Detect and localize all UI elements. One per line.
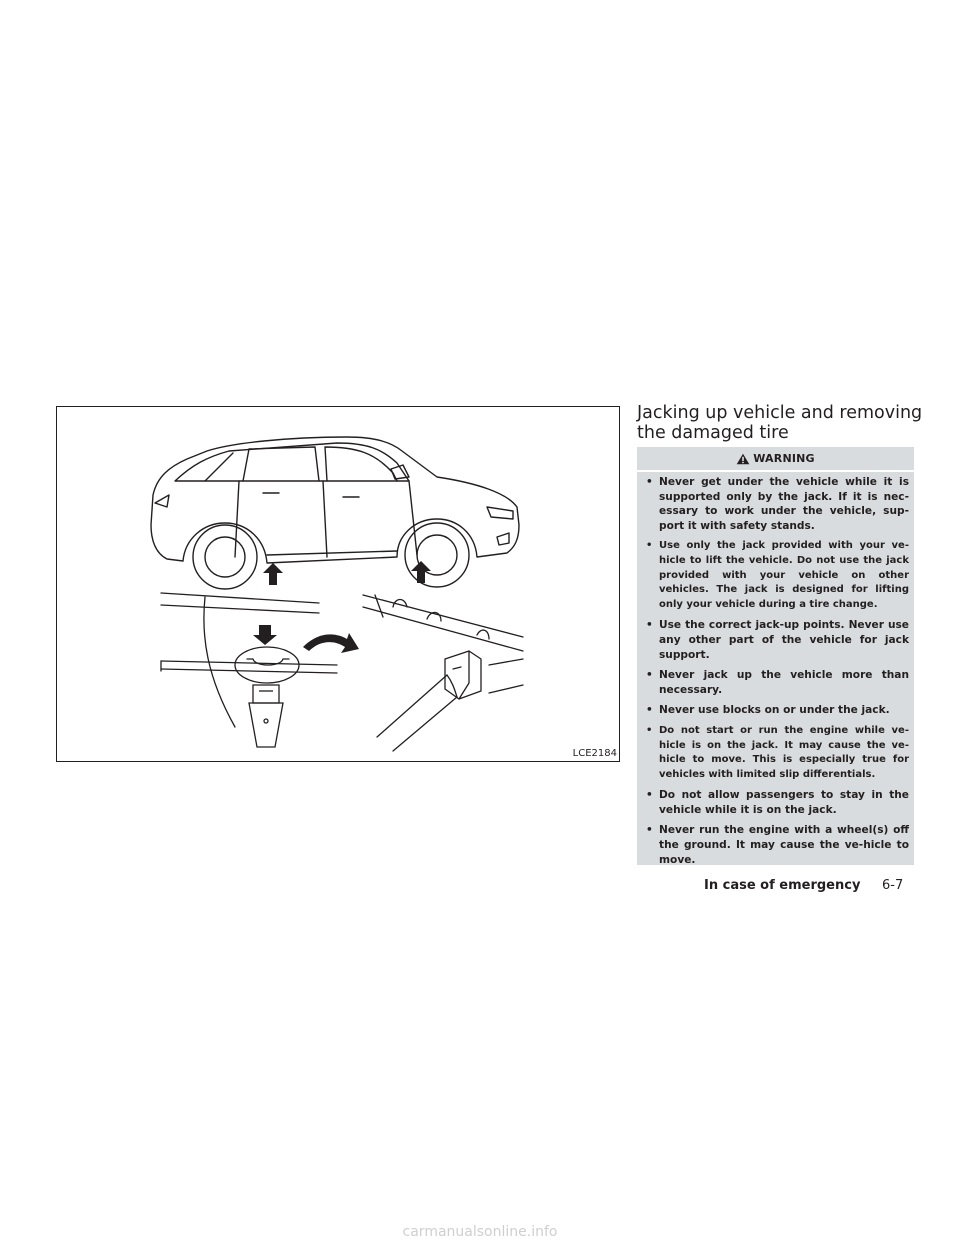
warning-item: • Use the correct jack-up points. Never use any other part of the vehicle for jack support. [637, 618, 914, 662]
warning-item: • Never jack up the vehicle more than necessary. [637, 668, 914, 697]
section-title-line-2: the damaged tire [637, 423, 789, 443]
warning-title: WARNING [753, 452, 815, 465]
section-title [637, 403, 937, 443]
rotate-arrow-icon [303, 633, 359, 653]
jacking-illustration [56, 406, 620, 762]
section-title-line-1: Jacking up vehicle and removing [637, 403, 923, 423]
warning-item: • Do not allow passengers to stay in the vehicle while it is on the jack. [637, 788, 914, 817]
warning-header [637, 447, 914, 470]
warning-list [637, 475, 914, 873]
warning-item: • Never use blocks on or under the jack. [637, 703, 914, 718]
warning-item: • Never run the engine with a wheel(s) off the ground. It may cause the ve-hicle to move. [637, 823, 914, 867]
page-number: 6-7 [882, 878, 904, 893]
jack-icon [249, 685, 283, 747]
figure-code: LCE2184 [572, 748, 617, 759]
warning-item: • Never get under the vehicle while it is supported only by the jack. If it is nec-essary to work under the vehicle, sup-port it with safety stands. [637, 475, 914, 533]
car-side-icon [57, 407, 619, 761]
warning-item: • Do not start or run the engine while ve-hicle is on the jack. It may cause the ve-hicle to move. This is especially true for vehicles with limited slip differentials. [637, 724, 914, 782]
warning-item: • Use only the jack provided with your ve-hicle to lift the vehicle. Do not use the jack provided with your vehicle on other vehicles. The jack is designed for lifting only your vehicle during a tire change. [637, 539, 914, 612]
warning-box [637, 447, 914, 865]
warning-triangle-icon [736, 453, 750, 465]
watermark[interactable]: carmanualsonline.info [402, 1224, 558, 1240]
warning-divider [637, 470, 914, 472]
footer-section-name: In case of emergency [704, 878, 861, 893]
